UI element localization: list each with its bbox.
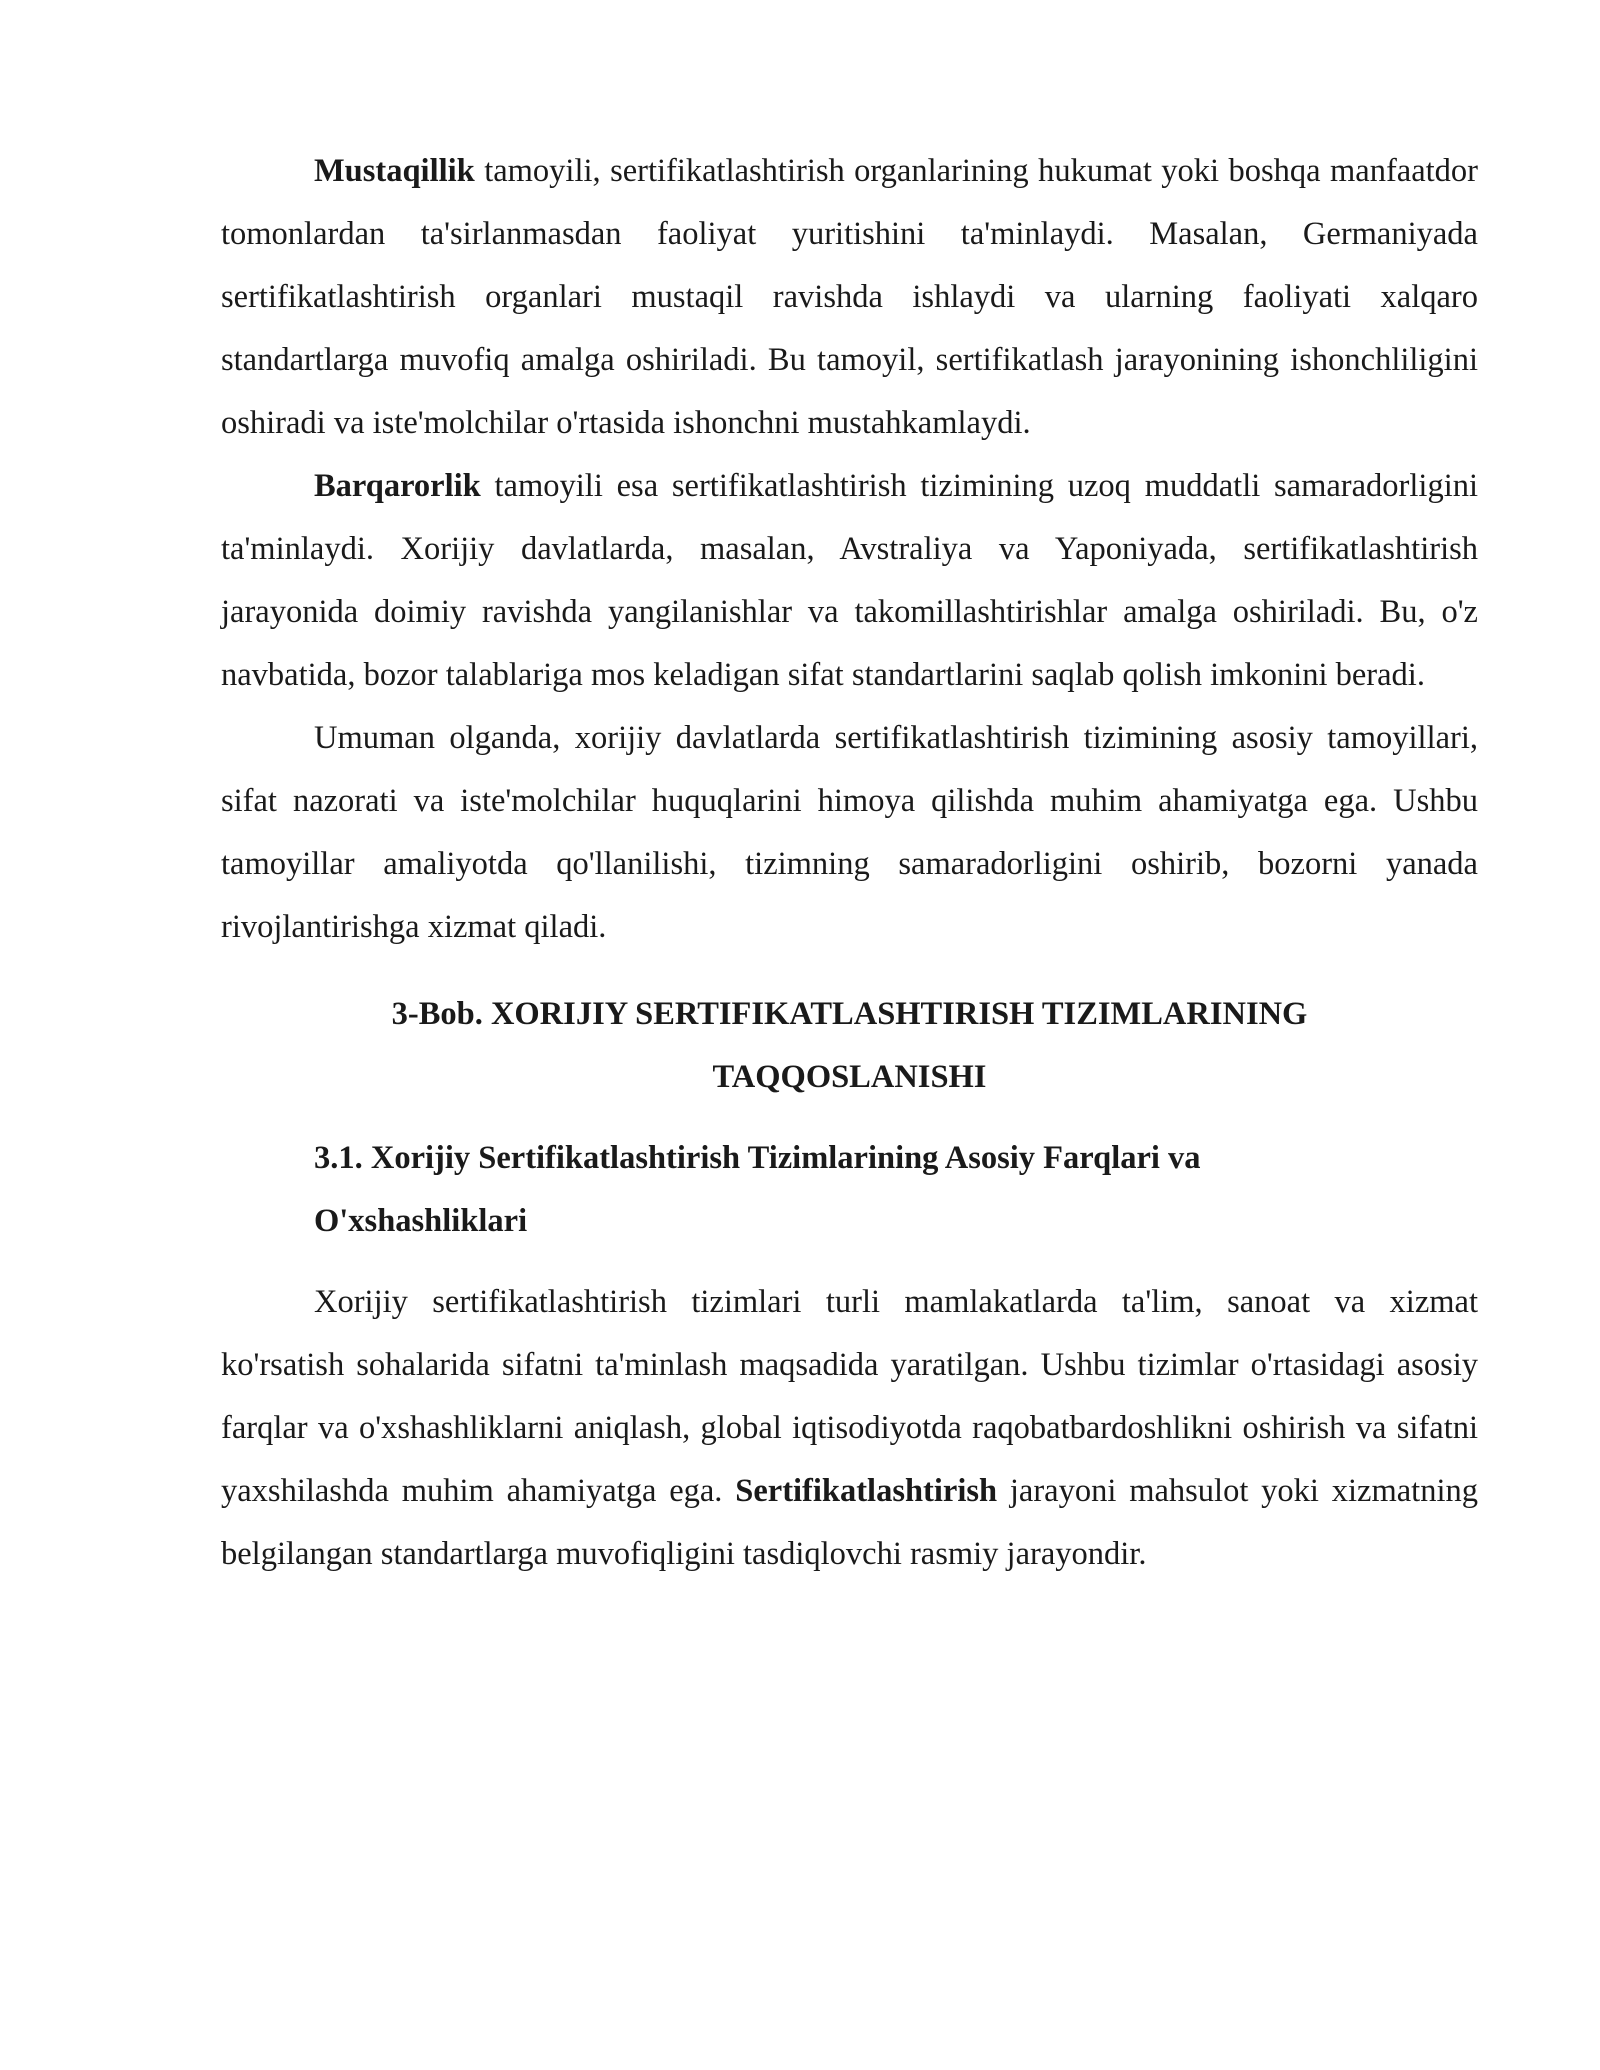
- section-heading: 3.1. Xorijiy Sertifikatlashtirish Tizimlarining Asosiy Farqlari va O'xshashliklari: [314, 1140, 1201, 1239]
- paragraph-barqarorlik: [221, 455, 1478, 707]
- term-mustaqillik: Mustaqillik: [314, 153, 475, 189]
- paragraph-text: jarayoni mahsulot yoki xizmatning belgilangan standartlarga muvofiqligini tasdiqlovchi rasmiy jarayondir.: [221, 1473, 1478, 1572]
- document-page: [221, 140, 1478, 1586]
- term-sertifikatlashtirish: Sertifikatlashtirish: [735, 1473, 998, 1509]
- paragraph-summary: [221, 707, 1478, 959]
- term-barqarorlik: Barqarorlik: [314, 468, 481, 504]
- paragraph-text: tamoyili, sertifikatlashtirish organlarining hukumat yoki boshqa manfaatdor tomonlardan ta'sirlanmasdan faoliyat yuritishini ta'minlaydi. Masalan, Germaniyada sertifikatlashtirish organlari mustaqil ravishda ishlaydi va ularning faoliyati xalqaro standartlarga muvofiq amalga oshiriladi. Bu tamoyil, sertifikatlash jarayonining ishonchliligini oshiradi va iste'molchilar o'rtasida ishonchni mustahkamlaydi.: [221, 153, 1478, 441]
- chapter-heading-line-1: 3-Bob. XORIJIY SERTIFIKATLASHTIRISH TIZIMLARINING: [391, 996, 1308, 1032]
- paragraph-mustaqillik: [221, 140, 1478, 455]
- chapter-heading-line-2: TAQQOSLANISHI: [712, 1059, 987, 1095]
- paragraph-intro: [221, 1271, 1478, 1586]
- paragraph-text: Umuman olganda, xorijiy davlatlarda sertifikatlashtirish tizimining asosiy tamoyillari, sifat nazorati va iste'molchilar huquqlarini himoya qilishda muhim ahamiyatga ega. Ushbu tamoyillar amaliyotda qo'llanilishi, tizimning samaradorligini oshirib, bozorni yanada rivojlantirishga xizmat qiladi.: [221, 720, 1478, 945]
- paragraph-text: Xorijiy sertifikatlashtirish tizimlari turli mamlakatlarda ta'lim, sanoat va xizmat ko'rsatish sohalarida sifatni ta'minlash maqsadida yaratilgan. Ushbu tizimlar o'rtasidagi asosiy farqlar va o'xshashliklarni aniqlash, global iqtisodiyotda raqobatbardoshlikni oshirish va sifatni yaxshilashda muhim ahamiyatga ega.: [221, 1284, 1478, 1509]
- chapter-heading: [221, 983, 1478, 1109]
- paragraph-text: tamoyili esa sertifikatlashtirish tizimining uzoq muddatli samaradorligini ta'minlaydi. Xorijiy davlatlarda, masalan, Avstraliya va Yaponiyada, sertifikatlashtirish jarayonida doimiy ravishda yangilanishlar va takomillashtirishlar amalga oshiriladi. Bu, o'z navbatida, bozor talablariga mos keladigan sifat standartlarini saqlab qolish imkonini beradi.: [221, 468, 1478, 693]
